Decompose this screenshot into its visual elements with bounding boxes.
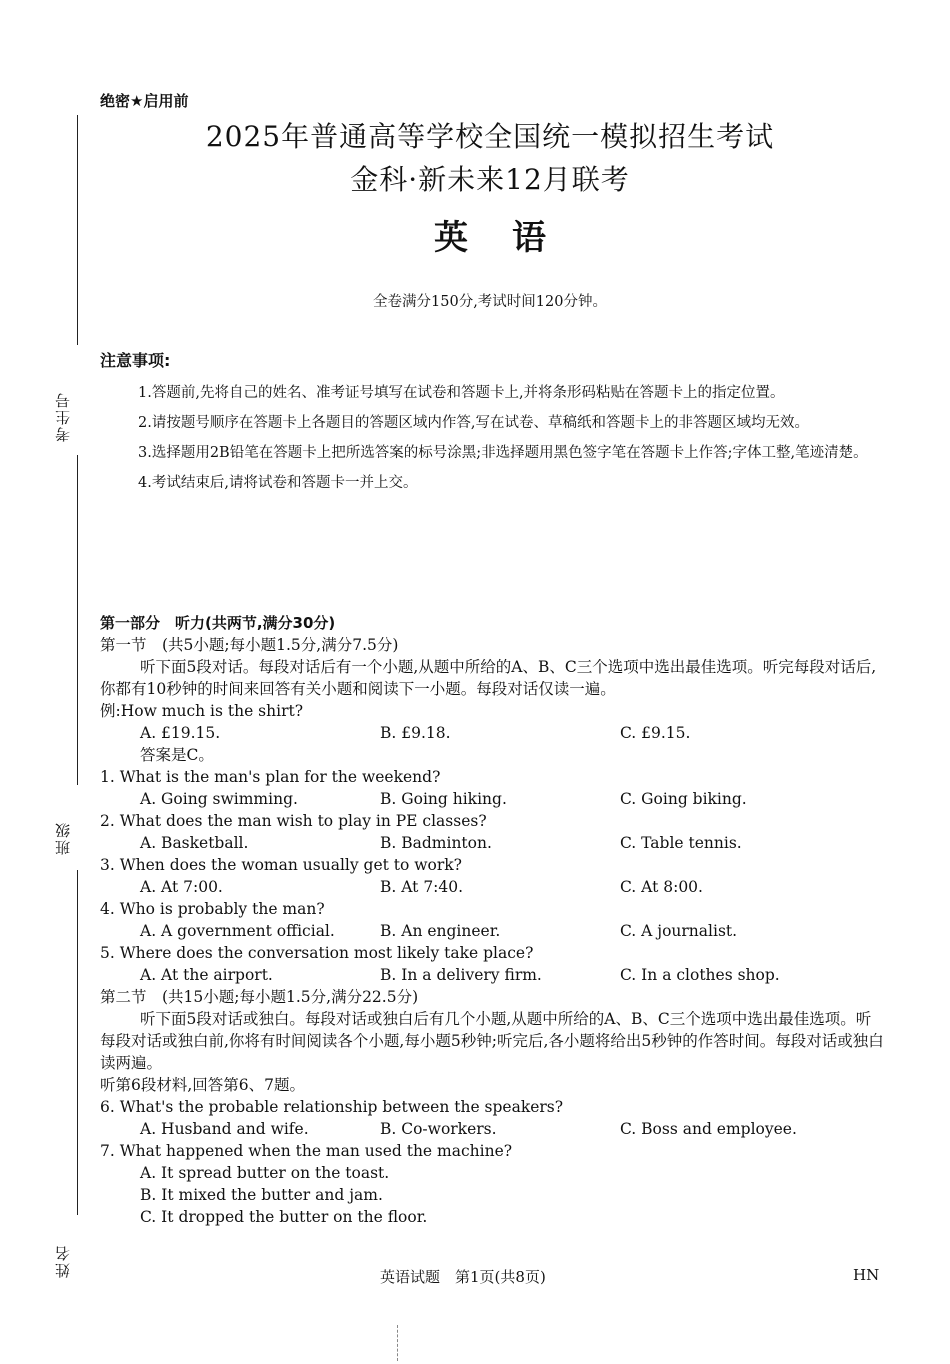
option-a: A. At 7:00. <box>140 878 223 896</box>
part-title: 第一部分 听力(共两节,满分30分) <box>100 614 336 632</box>
example-question: 例:How much is the shirt? <box>100 702 304 720</box>
option-b: B. In a delivery firm. <box>380 966 542 984</box>
option-c: C. Table tennis. <box>620 834 742 852</box>
question-6: 6. What's the probable relationship between the speakers? <box>100 1098 564 1116</box>
margin-label-name: 姓名 <box>54 1244 72 1278</box>
option-b: B. An engineer. <box>380 922 501 940</box>
region-code: HN <box>853 1266 880 1284</box>
option-b: B. Co-workers. <box>380 1120 497 1138</box>
confidential-mark: 绝密★启用前 <box>100 92 189 110</box>
question-1-options <box>100 788 885 810</box>
option-a: A. Basketball. <box>140 834 249 852</box>
exam-subtitle: 金科·新未来12月联考 <box>350 163 630 196</box>
question-2: 2. What does the man wish to play in PE classes? <box>100 812 487 830</box>
option-a: A. It spread butter on the toast. <box>140 1164 390 1182</box>
option-b: B. It mixed the butter and jam. <box>140 1186 383 1204</box>
margin-label-class: 班级 <box>54 821 72 855</box>
question-3-options <box>100 876 885 898</box>
section-title: 第二节 (共15小题;每小题1.5分,满分22.5分) <box>100 988 419 1006</box>
option-c: C. Boss and employee. <box>620 1120 797 1138</box>
example-options <box>100 722 885 744</box>
option-c: C. It dropped the butter on the floor. <box>140 1208 428 1226</box>
cut-mark <box>397 1325 398 1361</box>
note-item: 4.考试结束后,请将试卷和答题卡一并上交。 <box>138 475 418 491</box>
option-c: C. Going biking. <box>620 790 747 808</box>
score-info: 全卷满分150分,考试时间120分钟。 <box>373 294 607 310</box>
option-a: A. Going swimming. <box>140 790 298 808</box>
question-4-options <box>100 920 885 942</box>
option-c: C. In a clothes shop. <box>620 966 780 984</box>
option-c: C. £9.15. <box>620 724 691 742</box>
section-instructions: 听下面5段对话。每段对话后有一个小题,从题中所给的A、B、C三个选项中选出最佳选项。听完每段对话后,你都有10秒钟的时间来回答有关小题和阅读下一小题。每段对话仅读一遍。 <box>100 658 877 698</box>
question-4: 4. Who is probably the man? <box>100 900 325 918</box>
question-3: 3. When does the woman usually get to work? <box>100 856 462 874</box>
question-5-options <box>100 964 885 986</box>
section-title: 第一节 (共5小题;每小题1.5分,满分7.5分) <box>100 636 399 654</box>
question-5: 5. Where does the conversation most likely take place? <box>100 944 534 962</box>
question-2-options <box>100 832 885 854</box>
option-c: C. At 8:00. <box>620 878 703 896</box>
option-c: C. A journalist. <box>620 922 738 940</box>
subject-title: 英语 <box>434 218 590 258</box>
option-a: A. A government official. <box>140 922 335 940</box>
margin-line <box>77 115 78 345</box>
margin-line <box>77 870 78 1215</box>
listening-part <box>100 612 885 1228</box>
question-7: 7. What happened when the man used the machine? <box>100 1142 513 1160</box>
question-6-options <box>100 1118 885 1140</box>
option-a: A. At the airport. <box>140 966 273 984</box>
note-item: 3.选择题用2B铅笔在答题卡上把所选答案的标号涂黑;非选择题用黑色签字笔在答题卡上作答;字体工整,笔迹清楚。 <box>138 445 868 461</box>
margin-label-student-id: 考生号 <box>54 391 72 442</box>
material-instruction: 听第6段材料,回答第6、7题。 <box>100 1076 306 1094</box>
option-a: A. Husband and wife. <box>140 1120 309 1138</box>
option-b: B. Badminton. <box>380 834 492 852</box>
option-b: B. Going hiking. <box>380 790 507 808</box>
option-b: B. £9.18. <box>380 724 451 742</box>
exam-title: 2025年普通高等学校全国统一模拟招生考试 <box>205 120 775 153</box>
note-item: 1.答题前,先将自己的姓名、准考证号填写在试卷和答题卡上,并将条形码粘贴在答题卡上的指定位置。 <box>138 385 785 401</box>
option-b: B. At 7:40. <box>380 878 464 896</box>
option-a: A. £19.15. <box>140 724 221 742</box>
example-answer: 答案是C。 <box>140 746 214 764</box>
margin-line <box>77 455 78 785</box>
page-number: 英语试题 第1页(共8页) <box>380 1268 546 1286</box>
note-item: 2.请按题号顺序在答题卡上各题目的答题区域内作答,写在试卷、草稿纸和答题卡上的非答题区域均无效。 <box>138 415 809 431</box>
notes-title: 注意事项: <box>100 351 171 370</box>
section-instructions: 听下面5段对话或独白。每段对话或独白后有几个小题,从题中所给的A、B、C三个选项中选出最佳选项。听每段对话或独白前,你将有时间阅读各个小题,每小题5秒钟;听完后,各小题将给出5秒钟的作答时间。每段对话或独白读两遍。 <box>100 1010 884 1072</box>
question-1: 1. What is the man's plan for the weekend? <box>100 768 441 786</box>
notes-list <box>138 378 883 498</box>
